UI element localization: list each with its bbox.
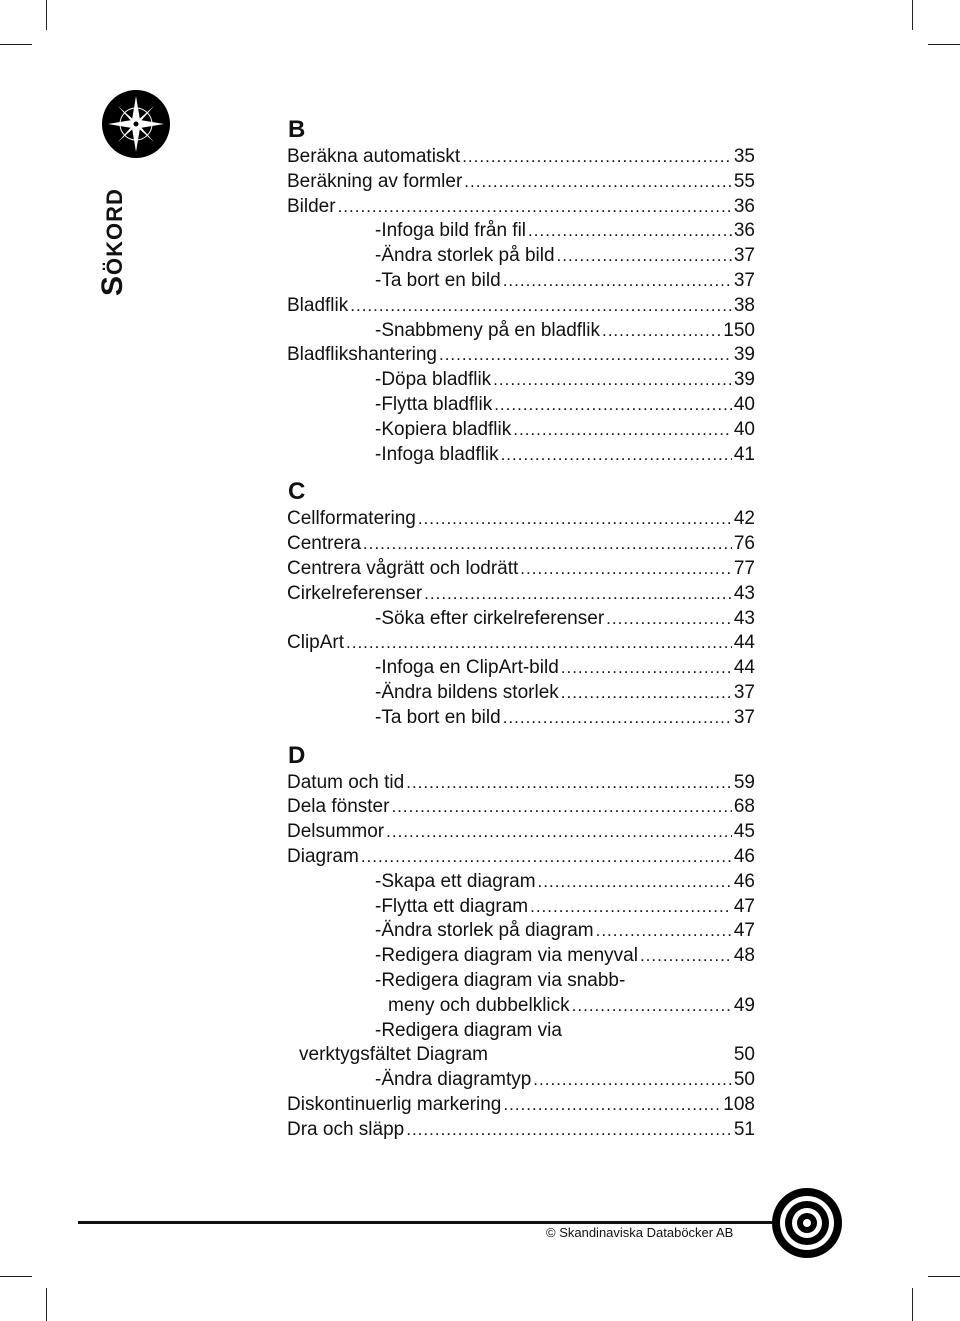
entry-page-number: 42: [733, 508, 755, 530]
entry-term: -Söka efter cirkelreferenser: [375, 607, 605, 629]
dot-leader: [530, 895, 732, 920]
entry-page-number: 40: [733, 393, 755, 415]
index-entry: [287, 919, 755, 944]
index-entry: [287, 319, 755, 344]
entry-term: -Ta bort en bild: [375, 706, 501, 728]
title-initial: S: [96, 274, 129, 296]
entry-page-number: 47: [733, 920, 755, 942]
index-entry: [287, 557, 755, 582]
entry-term: -Infoga en ClipArt-bild: [375, 657, 559, 679]
entry-term: Centrera: [287, 533, 361, 555]
dot-leader: [406, 771, 732, 796]
dot-leader: [464, 170, 732, 195]
crop-mark: [0, 44, 32, 45]
entry-page-number: 36: [733, 220, 755, 242]
entry-page-number: 77: [733, 557, 755, 579]
index-entry: [287, 1043, 755, 1068]
dot-leader: [561, 681, 732, 706]
entry-term: -Snabbmeny på en bladflik: [375, 319, 600, 341]
entry-term: Diagram: [287, 845, 359, 867]
dot-leader: [350, 294, 732, 319]
dot-leader: [528, 219, 732, 244]
entry-term: Cellformatering: [287, 508, 416, 530]
index-entry: [287, 656, 755, 681]
section-letter: C: [288, 478, 306, 506]
index-entry: [287, 244, 755, 269]
entry-term: Dela fönster: [287, 796, 390, 818]
index-entry: [287, 895, 755, 920]
dot-leader: [338, 195, 732, 220]
entry-term: -Ändra diagramtyp: [375, 1069, 532, 1091]
index-entry: [287, 1093, 755, 1118]
entry-term: Dra och släpp: [287, 1118, 405, 1140]
entry-page-number: 44: [733, 632, 755, 654]
crop-mark: [912, 0, 913, 30]
index-list: [287, 115, 755, 1142]
entry-page-number: 44: [733, 657, 755, 679]
index-entry: [287, 1118, 755, 1143]
entry-term: -Döpa bladflik: [375, 369, 492, 391]
dot-leader: [596, 919, 732, 944]
entry-term: -Flytta ett diagram: [375, 895, 529, 917]
entry-page-number: 37: [733, 269, 755, 291]
dot-leader: [520, 557, 732, 582]
section-letter: B: [288, 116, 306, 143]
entry-page-number: 37: [733, 706, 755, 728]
page-title: [96, 188, 130, 296]
dot-leader: [503, 269, 732, 294]
index-entry: [287, 706, 755, 731]
dot-leader: [557, 244, 732, 269]
dot-leader: [418, 507, 732, 532]
entry-page-number: 39: [733, 344, 755, 366]
crop-mark: [928, 1276, 960, 1277]
entry-term: -Infoga bladflik: [375, 443, 499, 465]
index-entry: [287, 969, 755, 994]
entry-term: verktygsfältet Diagram: [299, 1044, 489, 1066]
entry-term: Bladflik: [287, 294, 349, 316]
index-entry: [287, 870, 755, 895]
entry-page-number: 108: [723, 1093, 755, 1115]
entry-term: Bilder: [287, 195, 336, 217]
dot-leader: [361, 845, 732, 870]
dot-leader: [602, 319, 721, 344]
entry-term: Datum och tid: [287, 771, 405, 793]
index-entry: [287, 582, 755, 607]
entry-page-number: 68: [733, 796, 755, 818]
dot-leader: [561, 656, 732, 681]
dot-leader: [493, 368, 732, 393]
index-entry: [287, 795, 755, 820]
entry-term: Delsummor: [287, 821, 385, 843]
entry-page-number: 55: [733, 170, 755, 192]
entry-page-number: 59: [733, 771, 755, 793]
index-entry: [287, 507, 755, 532]
dot-leader: [439, 343, 732, 368]
entry-page-number: 38: [733, 294, 755, 316]
entry-page-number: 46: [733, 845, 755, 867]
entry-term: Diskontinuerlig markering: [287, 1093, 502, 1115]
entry-term: -Ändra storlek på bild: [375, 245, 555, 267]
index-entry: [287, 418, 755, 443]
index-entry: [287, 532, 755, 557]
dot-leader: [513, 418, 732, 443]
dot-leader: [640, 944, 732, 969]
index-entry: [287, 294, 755, 319]
crop-mark: [46, 1288, 47, 1321]
entry-page-number: 49: [733, 994, 755, 1016]
entry-page-number: 37: [733, 245, 755, 267]
entry-page-number: 41: [733, 443, 755, 465]
dot-leader: [606, 607, 732, 632]
entry-page-number: 48: [733, 945, 755, 967]
index-entry: [287, 994, 755, 1019]
dot-leader: [346, 631, 732, 656]
crop-mark: [0, 1276, 32, 1277]
index-entry: [287, 681, 755, 706]
entry-page-number: 50: [733, 1069, 755, 1091]
entry-page-number: 50: [733, 1044, 755, 1066]
title-rest: ÖKORD: [102, 188, 127, 275]
entry-page-number: 76: [733, 533, 755, 555]
index-entry: [287, 269, 755, 294]
dot-leader: [503, 706, 732, 731]
footer-divider: [78, 1221, 778, 1224]
entry-term: Beräkna automatiskt: [287, 146, 461, 167]
index-entry: [287, 170, 755, 195]
dot-leader: [386, 820, 732, 845]
dot-leader: [363, 532, 732, 557]
entry-page-number: 39: [733, 369, 755, 391]
dot-leader: [406, 1118, 732, 1143]
entry-page-number: 40: [733, 418, 755, 440]
entry-page-number: 35: [733, 146, 755, 167]
index-entry: [287, 368, 755, 393]
index-entry: [287, 820, 755, 845]
entry-page-number: 150: [723, 319, 755, 341]
index-entry: [287, 607, 755, 632]
entry-term: Centrera vågrätt och lodrätt: [287, 557, 519, 579]
entry-term: Beräkning av formler: [287, 170, 463, 192]
index-entry: [287, 393, 755, 418]
index-entry: [287, 631, 755, 656]
entry-page-number: 45: [733, 821, 755, 843]
dot-leader: [391, 795, 731, 820]
entry-term: Bladflikshantering: [287, 344, 437, 366]
index-entry: [287, 1019, 755, 1044]
entry-term: -Ändra storlek på diagram: [375, 920, 594, 942]
index-entry: [287, 443, 755, 468]
dot-leader: [462, 145, 732, 170]
index-entry: [287, 845, 755, 870]
section-letter: D: [288, 741, 306, 769]
compass-icon: [100, 88, 172, 165]
crop-mark: [46, 0, 47, 30]
copyright-notice: © Skandinaviska Databöcker AB: [546, 1225, 734, 1240]
crop-mark: [912, 1288, 913, 1321]
dot-leader: [503, 1093, 721, 1118]
entry-term: -Skapa ett diagram: [375, 870, 536, 892]
entry-page-number: 47: [733, 895, 755, 917]
entry-term: -Kopiera bladflik: [375, 418, 512, 440]
index-entry: [287, 771, 755, 796]
entry-page-number: 36: [733, 195, 755, 217]
entry-term: meny och dubbelklick: [388, 994, 570, 1016]
entry-term: -Ändra bildens storlek: [375, 681, 559, 703]
entry-term: -Redigera diagram via snabb-: [375, 969, 626, 991]
dot-leader: [501, 443, 732, 468]
entry-page-number: 43: [733, 607, 755, 629]
entry-page-number: 46: [733, 870, 755, 892]
index-entry: [287, 219, 755, 244]
entry-term: -Redigera diagram via menyval: [375, 945, 638, 967]
entry-page-number: 37: [733, 681, 755, 703]
index-entry: [287, 195, 755, 220]
dot-leader: [538, 870, 732, 895]
entry-term: ClipArt: [287, 632, 345, 654]
entry-term: -Ta bort en bild: [375, 269, 501, 291]
entry-page-number: 51: [733, 1118, 755, 1140]
index-entry: [287, 944, 755, 969]
entry-term: Cirkelreferenser: [287, 582, 423, 604]
dot-leader: [572, 994, 732, 1019]
dot-leader: [424, 582, 732, 607]
entry-term: -Flytta bladflik: [375, 393, 493, 415]
dot-leader: [533, 1068, 732, 1093]
target-icon: [771, 1187, 843, 1264]
dot-leader: [494, 393, 732, 418]
entry-page-number: 43: [733, 582, 755, 604]
index-entry: [287, 1068, 755, 1093]
index-entry: [287, 145, 755, 170]
entry-term: -Infoga bild från fil: [375, 220, 527, 242]
entry-term: -Redigera diagram via: [375, 1019, 562, 1041]
index-entry: [287, 343, 755, 368]
crop-mark: [928, 44, 960, 45]
